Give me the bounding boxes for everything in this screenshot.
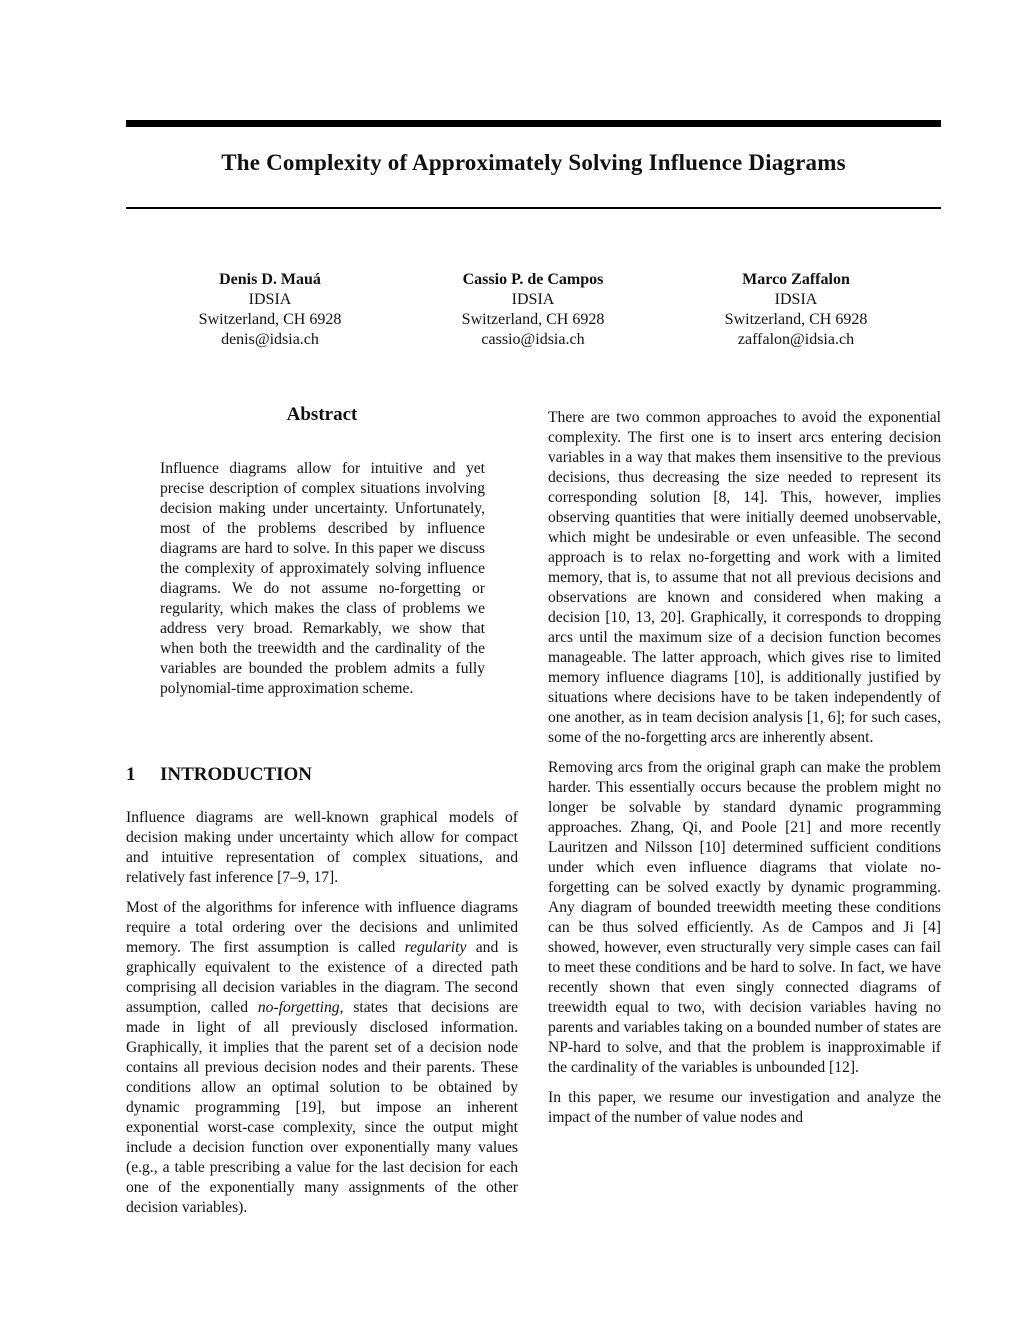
author-location: Switzerland, CH 6928 bbox=[461, 311, 605, 328]
author-name: Cassio P. de Campos bbox=[462, 271, 604, 288]
title-top-rule bbox=[126, 120, 941, 127]
author-email: denis@idsia.ch bbox=[221, 331, 319, 348]
author-affiliation: IDSIA bbox=[248, 291, 292, 308]
author-location: Switzerland, CH 6928 bbox=[198, 311, 342, 328]
author-block bbox=[666, 270, 926, 350]
paragraph: In this paper, we resume our investigation and analyze the impact of the number of value nodes and bbox=[548, 1089, 941, 1126]
author-affiliation: IDSIA bbox=[511, 291, 555, 308]
paragraph: Influence diagrams are well-known graphical models of decision making under uncertainty which allow for compact and intuitive representation of complex situations, and relatively fast inference [7–9, 17]. bbox=[126, 809, 518, 886]
author-name: Marco Zaffalon bbox=[742, 271, 850, 288]
term-no-forgetting: no-forgetting bbox=[257, 999, 340, 1016]
title-bottom-rule bbox=[126, 207, 941, 209]
author-block bbox=[403, 270, 663, 350]
abstract-text: Influence diagrams allow for intuitive and yet precise description of complex situations involving decision making under uncertainty. Unfortunately, most of the problems described by influence diagrams are hard to solve. In this paper we discuss the complexity of approximately solving influence diagrams. We do not assume no-forgetting or regularity, which makes the class of problems we address very broad. Remarkably, we show that when both the treewidth and the cardinality of the variables are bounded the problem admits a fully polynomial-time approximation scheme. bbox=[160, 460, 485, 697]
paper-title: The Complexity of Approximately Solving Influence Diagrams bbox=[221, 150, 846, 175]
author-affiliation: IDSIA bbox=[774, 291, 818, 308]
paragraph: There are two common approaches to avoid the exponential complexity. The first one is to insert arcs entering decision variables in a way that makes them insensitive to the previous decisions, thus decreasing the size needed to represent its corresponding solution [8, 14]. This, however, implies observing quantities that were initially deemed unobservable, which might be undesirable or even unfeasible. The second approach is to relax no-forgetting and work with a limited memory, that is, to assume that not all previous decisions and observations are known and considered when making a decision [10, 13, 20]. Graphically, it corresponds to dropping arcs until the maximum size of a decision function becomes manageable. The latter approach, which gives rise to limited memory influence diagrams [10], is additionally justified by situations where decisions have to be taken independently of one another, as in team decision analysis [1, 6]; for such cases, some of the no-forgetting arcs are inherently absent. bbox=[548, 409, 941, 746]
intro-right-column bbox=[548, 408, 941, 1138]
author-name: Denis D. Mauá bbox=[219, 271, 321, 288]
intro-left-column bbox=[126, 808, 518, 1228]
author-block bbox=[140, 270, 400, 350]
author-email: cassio@idsia.ch bbox=[481, 331, 585, 348]
section-number: 1 bbox=[126, 764, 136, 785]
paragraph: Removing arcs from the original graph can make the problem harder. This essentially occurs because the problem might no longer be solvable by standard dynamic programming approaches. Zhang, Qi, and Poole [21] and more recently Lauritzen and Nilsson [10] determined sufficient conditions under which even influence diagrams that violate no-forgetting can be solved exactly by dynamic programming. Any diagram of bounded treewidth meeting these conditions can be thus solved efficiently. As de Campos and Ji [4] showed, however, even structurally very simple cases can fail to meet these conditions and be hard to solve. In fact, we have recently shown that even singly connected diagrams of treewidth equal to two, with decision variables having no parents and variables taking on a bounded number of states are NP-hard to solve, and that the problem is inapproximable if the cardinality of the variables is unbounded [12]. bbox=[548, 759, 941, 1076]
section-title: INTRODUCTION bbox=[160, 764, 313, 785]
term-regularity: regularity bbox=[404, 939, 467, 956]
paragraph: Most of the algorithms for inference with influence diagrams require a total ordering over the decisions and unlimited memory. The first assumption is called regularity and is graphically equivalent to the existence of a directed path comprising all decision variables in the diagram. The second assumption, called no-forgetting, states that decisions are made in light of all previously disclosed information. Graphically, it implies that the parent set of a decision node contains all previous decision nodes and their parents. These conditions allow an optimal solution to be obtained by dynamic programming [19], but impose an inherent exponential worst-case complexity, since the output might include a decision function over exponentially many values (e.g., a table prescribing a value for the last decision for each one of the exponentially many assignments of the other decision variables). bbox=[126, 899, 518, 1216]
section-heading bbox=[126, 764, 312, 786]
author-email: zaffalon@idsia.ch bbox=[737, 331, 855, 348]
author-location: Switzerland, CH 6928 bbox=[724, 311, 868, 328]
abstract-heading: Abstract bbox=[286, 404, 358, 425]
